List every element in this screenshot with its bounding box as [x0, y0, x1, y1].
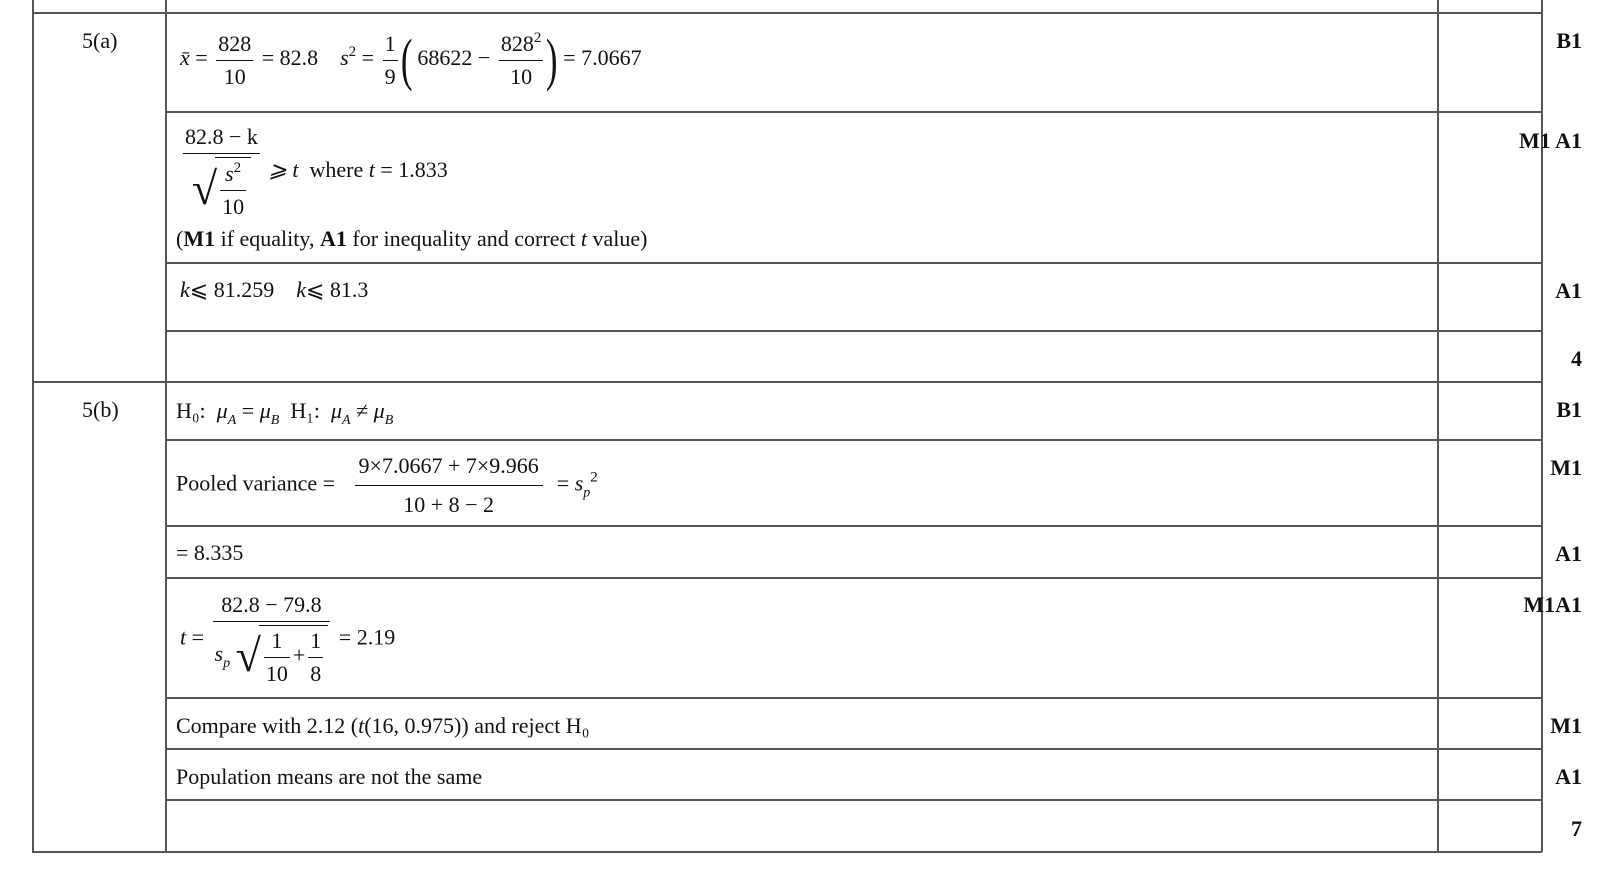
t-fraction: [213, 592, 331, 687]
subscript-a: A: [227, 413, 237, 428]
t-symbol: t: [358, 713, 365, 738]
subscript-p: p: [583, 485, 591, 501]
not-equal-sign: ≠: [356, 398, 369, 423]
denominator: 10: [223, 63, 246, 89]
equals-sign: =: [191, 624, 205, 650]
total-5a: 4: [1571, 346, 1582, 371]
row-divider: [166, 262, 1542, 264]
row-divider: [32, 381, 1542, 383]
equals-sign: =: [195, 45, 208, 71]
k-bound-rounded: ⩽ 81.3: [305, 277, 369, 302]
exponent: 2: [533, 30, 542, 46]
mean-fraction: [216, 31, 253, 90]
row-divider: [32, 12, 1542, 14]
exponent: 2: [590, 469, 598, 486]
root-sign: √: [235, 630, 261, 681]
exponent: 2: [348, 44, 357, 61]
radicand: [215, 157, 251, 220]
subscript-b: B: [384, 413, 394, 428]
row-divider: [166, 577, 1542, 579]
t-symbol: t: [180, 624, 187, 650]
row-divider: [166, 111, 1542, 113]
mu-symbol: μ: [330, 398, 343, 423]
col-divider: [1437, 0, 1439, 852]
row-divider: [166, 439, 1542, 441]
mu-symbol: μ: [216, 398, 228, 423]
equals-sign: =: [361, 45, 375, 71]
geq-t: ⩾ t: [268, 157, 299, 183]
mark-m1-a1: M1 A1: [1519, 128, 1582, 153]
plus-sign: +: [292, 642, 306, 668]
row-divider: [166, 330, 1542, 332]
xbar-symbol: x̄: [180, 45, 190, 71]
col-divider: [32, 0, 34, 852]
comparison-prefix: Compare with 2.12 (: [176, 713, 359, 738]
row-divider: [166, 748, 1542, 750]
s-symbol: s: [340, 45, 349, 71]
numerator: 828: [216, 31, 253, 61]
row-divider: [166, 697, 1542, 699]
marking-note: [176, 226, 647, 252]
comparison-text: [176, 713, 589, 739]
mu-symbol: μ: [373, 398, 385, 423]
t-statistic-inequality: [180, 124, 448, 220]
pooled-variance-value: = 8.335: [176, 540, 244, 565]
hypotheses: [176, 398, 393, 429]
k-bound-exact: ⩽ 81.259: [189, 277, 275, 302]
subscript-p: p: [223, 656, 231, 672]
denominator: 8: [310, 661, 322, 686]
left-paren: (: [400, 27, 413, 92]
square-root: [192, 157, 251, 220]
t-statistic-working: [180, 592, 395, 687]
equals-sign: =: [556, 470, 570, 496]
note-m1: M1: [183, 226, 216, 251]
t-value: = 2.19: [338, 624, 396, 650]
comparison-suffix: (16, 0.975)) and reject H₀: [364, 713, 590, 738]
one-eighth: [308, 628, 323, 687]
mark-m1a1: M1A1: [1523, 592, 1582, 617]
note-text: if equality,: [215, 226, 320, 251]
denominator: 9: [384, 63, 396, 89]
row-divider: [166, 799, 1542, 801]
t-symbol: t: [368, 157, 375, 183]
s2-over-10: [220, 160, 246, 220]
mu-symbol: μ: [259, 398, 271, 423]
s-symbol: s: [214, 641, 224, 667]
pooled-variance-label: Pooled variance =: [176, 470, 336, 496]
numerator: 1: [308, 628, 323, 658]
pooled-variance-working: [176, 453, 598, 518]
s-symbol: s: [574, 470, 584, 496]
total-5b: 7: [1571, 816, 1582, 841]
numerator: 1: [264, 628, 290, 658]
note-t: t: [580, 226, 587, 251]
question-label-5a: 5(a): [82, 28, 118, 53]
where-word: where: [309, 157, 364, 183]
row-divider: [166, 525, 1542, 527]
equals-sign: =: [241, 398, 255, 423]
conclusion-text: Population means are not the same: [176, 764, 483, 789]
mark-b1: B1: [1556, 397, 1582, 422]
radicand: [259, 625, 328, 687]
mark-a1: A1: [1555, 764, 1582, 789]
t-fraction: [183, 124, 260, 220]
denominator: [183, 154, 260, 220]
numerator: 82.8 − 79.8: [213, 592, 331, 622]
pooled-fraction: [355, 453, 543, 518]
note-a1: A1: [319, 226, 347, 251]
denominator: 10: [510, 64, 533, 89]
one-ninth-fraction: [383, 31, 398, 90]
mark-m1: M1: [1550, 713, 1582, 738]
k-inequality: [180, 277, 368, 303]
mark-m1: M1: [1550, 455, 1582, 480]
square-fraction: [499, 30, 544, 90]
numerator-value: 828: [500, 31, 534, 56]
denominator: 10 + 8 − 2: [403, 492, 495, 517]
k-symbol: k: [296, 277, 306, 302]
root-sign: √: [191, 162, 218, 214]
question-label-5b: 5(b): [82, 397, 119, 422]
subscript-a: A: [342, 413, 351, 428]
numerator: 1: [383, 31, 398, 61]
note-paren: (: [176, 226, 184, 251]
denominator: 10: [265, 661, 288, 686]
numerator: 9×7.0667 + 7×9.966: [355, 453, 543, 486]
mean-variance-working: [180, 27, 642, 92]
numerator: 82.8 − k: [183, 124, 260, 154]
one-tenth: [264, 628, 290, 687]
t-critical-value: = 1.833: [380, 157, 448, 183]
k-symbol: k: [180, 277, 190, 302]
denominator: [213, 622, 331, 687]
mean-value: = 82.8: [261, 45, 319, 71]
denominator: 10: [222, 194, 245, 219]
numerator: [499, 30, 544, 61]
numerator: [220, 160, 246, 191]
h1-label: H₁:: [290, 398, 320, 423]
right-paren: ): [546, 27, 558, 92]
s-symbol: s: [225, 161, 234, 186]
row-divider: [32, 851, 1542, 853]
mark-a1: A1: [1555, 278, 1582, 303]
sum-squares: 68622 −: [417, 45, 491, 71]
subscript-b: B: [270, 413, 280, 428]
note-text: for inequality and correct: [346, 226, 581, 251]
col-divider: [165, 0, 167, 852]
square-root: [236, 625, 329, 687]
mark-b1: B1: [1556, 28, 1582, 53]
note-text: value): [586, 226, 648, 251]
mark-a1: A1: [1555, 541, 1582, 566]
h0-label: H₀:: [176, 398, 206, 423]
variance-value: = 7.0667: [563, 45, 642, 71]
exponent: 2: [233, 160, 242, 176]
